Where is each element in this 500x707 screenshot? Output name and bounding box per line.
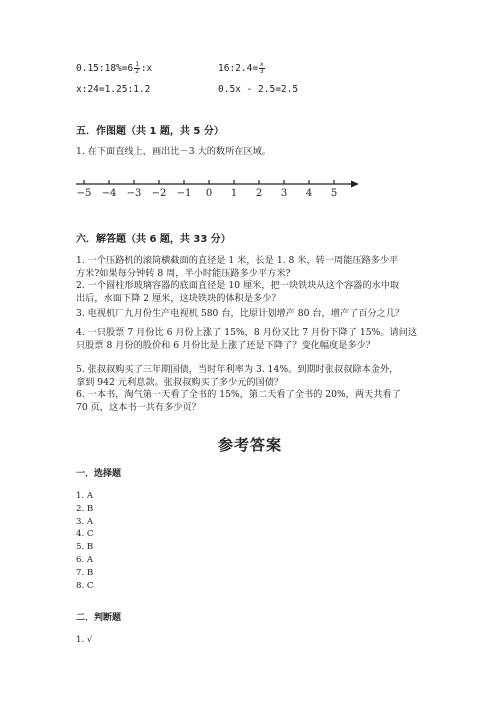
- equation-4: 0.5x - 2.5=2.5: [218, 84, 299, 95]
- number-line-label: 0: [205, 188, 213, 199]
- answer-item: 8. C: [76, 580, 94, 591]
- answers-part-1-heading: 一．选择题: [76, 469, 122, 479]
- answer-item: 6. A: [76, 554, 94, 565]
- question-line: 6. 一本书，淘气第一天看了全书的 15%，第二天看了全书的 20%，两天共看了: [76, 389, 401, 401]
- question-line: 拿到 942 元利息款。张叔叔购买了多少元的国债？: [76, 376, 284, 388]
- answer-item: 3. A: [76, 516, 94, 527]
- answer-item: 1. A: [76, 491, 94, 501]
- section-6-heading: 六．解答题（共 6 题，共 33 分）: [76, 234, 231, 245]
- equation-1: 0.15:18%=6 $\frac{1}{2}$ :x: [76, 61, 153, 75]
- number-line-label: 3: [280, 188, 288, 199]
- equation-2: 16:2.4= $\frac{x}{3}$: [218, 61, 264, 75]
- question-line: 2. 一个圆柱形玻璃容器的底面直径是 10 厘米，把一块铁块从这个容器的水中取: [76, 280, 400, 292]
- question-line: 出后，水面下降 2 厘米，这块铁块的体积是多少？: [76, 292, 281, 304]
- number-line-label: 5: [330, 188, 338, 199]
- question-line: 5. 张叔叔购买了三年期国债，当时年利率为 3. 14%。到期时张叔叔除本金外，: [76, 364, 399, 376]
- question-line: 1. 一个压路机的滚筒横截面的直径是 1 米，长是 1. 8 米，转一周能压路多少平: [76, 255, 399, 266]
- number-line-label: −4: [101, 188, 117, 199]
- number-line-label: 2: [255, 188, 263, 199]
- answers-part-2-heading: 二．判断题: [76, 613, 122, 623]
- answers-part-2-list: [76, 634, 92, 647]
- answer-item: 7. B: [76, 567, 94, 578]
- answers-title: 参考答案: [217, 436, 282, 454]
- number-line: [74, 176, 360, 206]
- section-6-body: [76, 255, 417, 415]
- question-line: 只股票 8 月份的股价和 6 月份比是上涨了还是下降了？变化幅度是多少？: [76, 339, 375, 351]
- answer-item: 2. B: [76, 503, 94, 514]
- answer-item: 4. C: [76, 529, 94, 540]
- question-line: 方米?如果每分钟转 8 周，半小时能压路多少平方米?: [76, 267, 291, 279]
- fraction: $\frac{1}{2}$: [135, 61, 139, 75]
- section-5-heading: 五．作图题（共 1 题，共 5 分）: [76, 126, 224, 137]
- number-line-label: 4: [305, 188, 313, 199]
- number-line-label: −5: [76, 188, 92, 199]
- answer-item: 5. B: [76, 542, 94, 553]
- number-line-label: −3: [126, 188, 142, 199]
- number-line-labels: [74, 188, 360, 204]
- question-line: 4. 一只股票 7 月份比 6 月份上涨了 15%，8 月份又比 7 月份下降了 15%。请问这: [76, 326, 418, 338]
- number-line-label: 1: [230, 188, 238, 199]
- answer-item: 1. √: [76, 635, 93, 645]
- question-line: 70 页，这本书一共有多少页？: [76, 401, 201, 413]
- answers-part-1-list: [76, 490, 94, 592]
- equation-3: x:24=1.25:1.2: [76, 84, 151, 95]
- fraction: $\frac{x}{3}$: [260, 61, 264, 75]
- number-line-label: −1: [176, 188, 192, 199]
- number-line-label: −2: [151, 188, 167, 199]
- question-line: 3. 电视机厂九月份生产电视机 580 台，比原计划增产 80 台，增产了百分之几？: [76, 308, 405, 320]
- section-5-question-1: 1. 在下面直线上，画出比－3 大的数所在区域。: [76, 146, 272, 157]
